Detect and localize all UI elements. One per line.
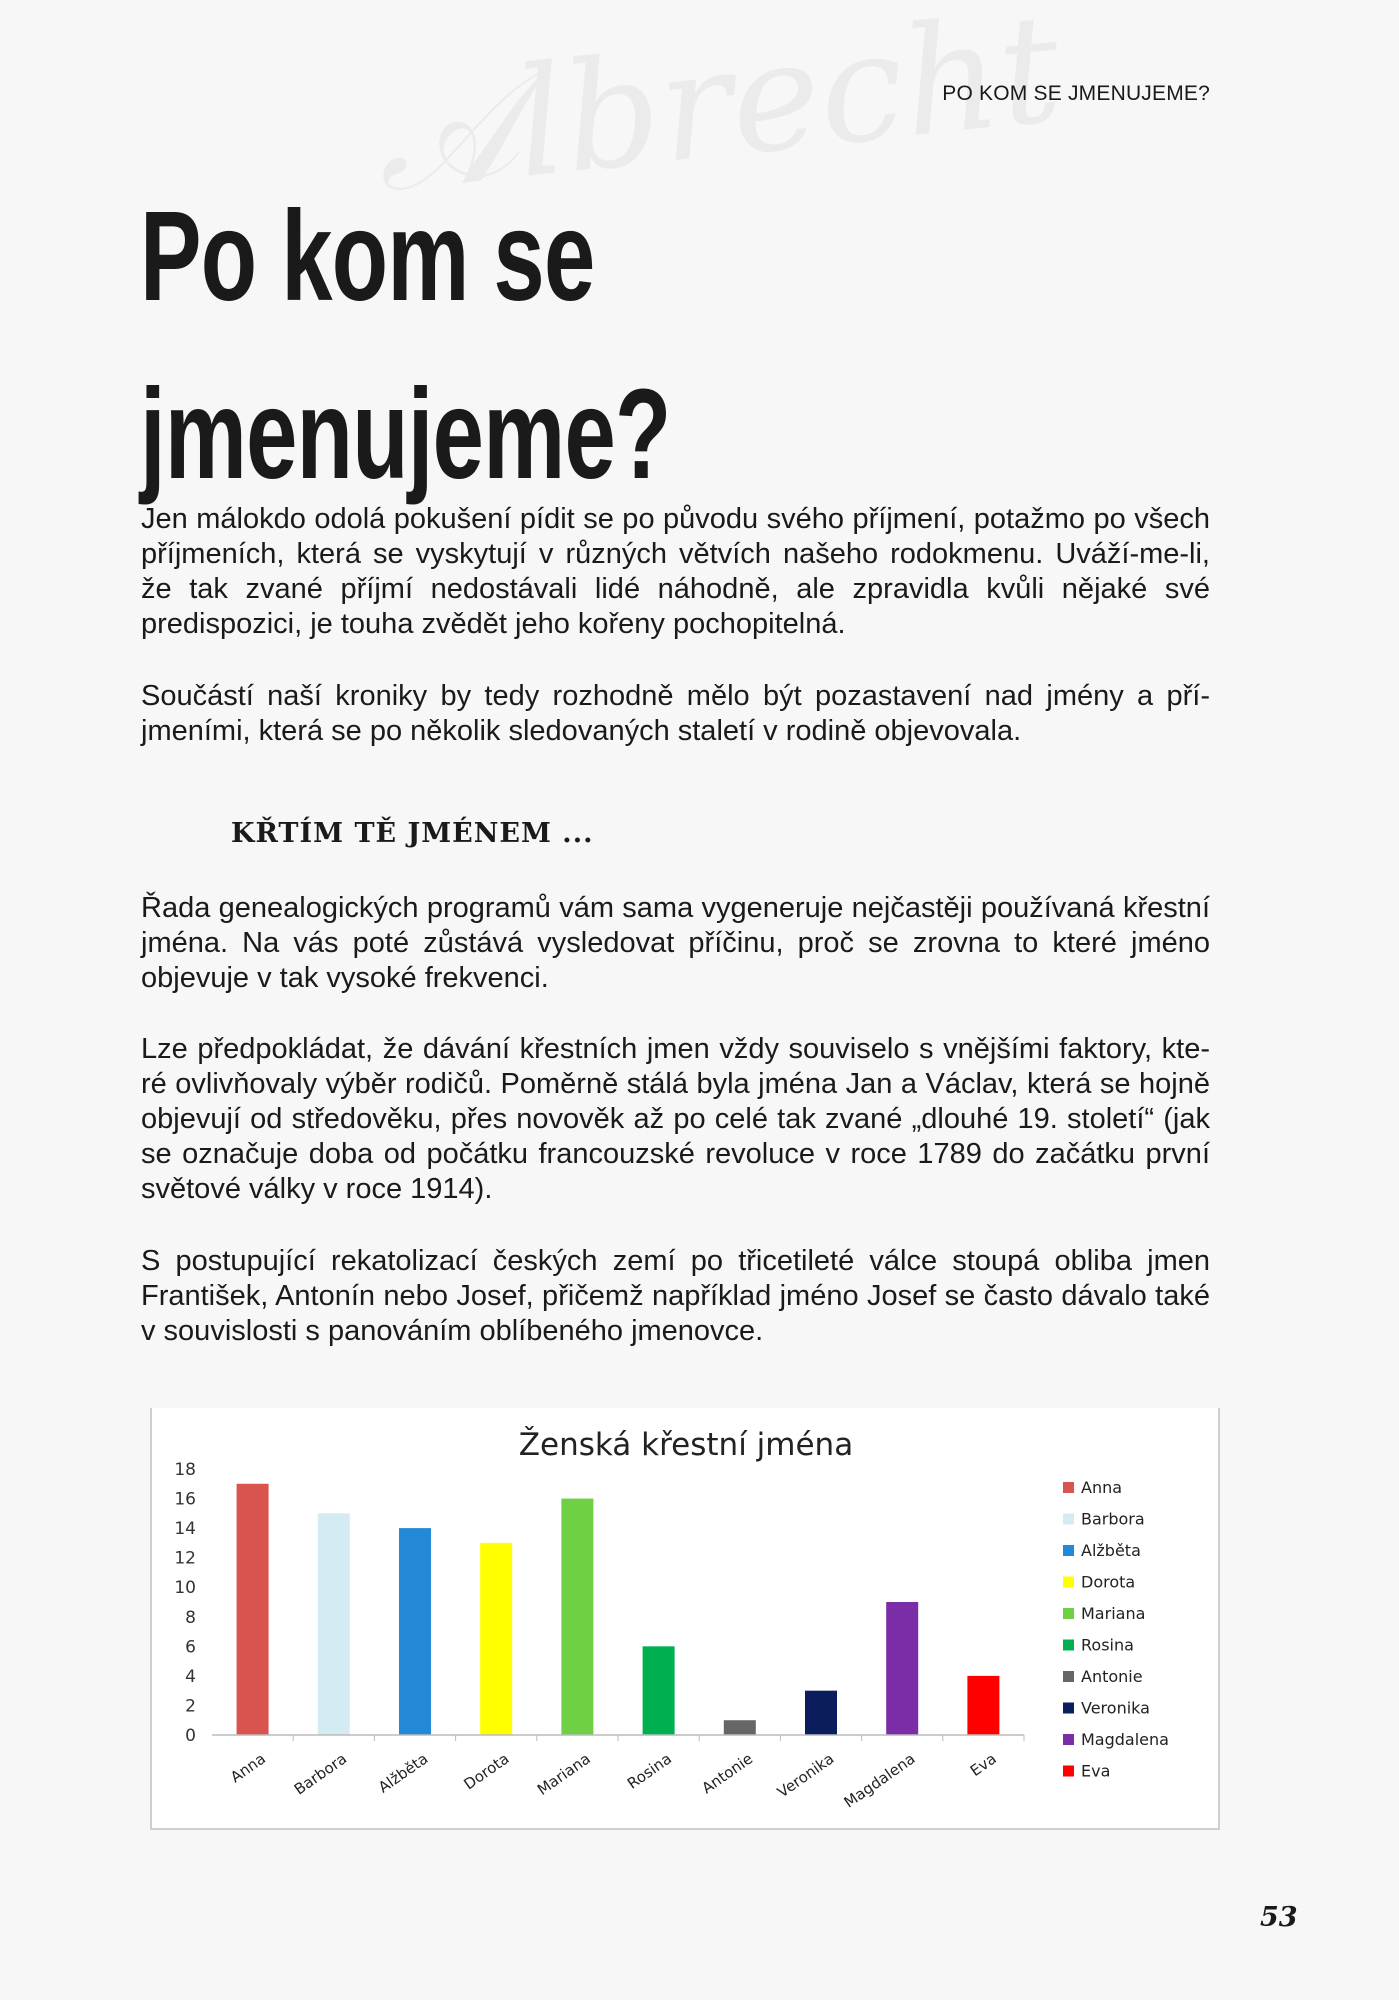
page-title xyxy=(140,168,860,524)
bar-rosina xyxy=(643,1646,675,1735)
chart-title: Ženská křestní jména xyxy=(518,1427,854,1463)
x-tick-label: Rosina xyxy=(623,1749,675,1793)
legend-swatch xyxy=(1063,1640,1074,1651)
bar-veronika xyxy=(805,1691,837,1735)
legend-swatch xyxy=(1063,1482,1074,1493)
legend-swatch xyxy=(1063,1514,1074,1525)
legend-entry: Anna xyxy=(1081,1478,1123,1497)
bar-dorota xyxy=(480,1543,512,1735)
bar-mariana xyxy=(561,1499,593,1735)
intro-paragraph-1: Jen málokdo odolá pokušení pídit se po původu svého příjmení, potažmo po všech příjmeních, která se vyskytují v různých větvích našeho rodokmenu. Uváží-me-li, že tak zvané příjmí nedostávali lidé náhodně, ale zpravidla kvůli nějaké své predispozici, je touha zvědět jeho kořeny pochopitelná. xyxy=(141,503,1210,640)
y-tick-label: 18 xyxy=(174,1460,196,1480)
x-tick-label: Anna xyxy=(227,1749,269,1787)
legend-swatch xyxy=(1063,1734,1074,1745)
x-tick-label: Mariana xyxy=(533,1749,594,1799)
legend-swatch xyxy=(1063,1703,1074,1714)
legend-entry: Alžběta xyxy=(1081,1541,1141,1560)
page-title-line-1: Po kom se xyxy=(140,185,595,328)
x-tick-label: Veronika xyxy=(774,1749,838,1802)
legend-swatch xyxy=(1063,1608,1074,1619)
y-tick-label: 16 xyxy=(174,1489,196,1510)
legend-entry: Veronika xyxy=(1081,1698,1150,1718)
female-names-chart xyxy=(152,1408,1218,1828)
legend-swatch xyxy=(1063,1671,1074,1682)
x-tick-label: Antonie xyxy=(698,1749,757,1798)
y-tick-label: 6 xyxy=(185,1637,196,1658)
running-header: PO KOM SE JMENUJEME? xyxy=(942,82,1210,105)
chart-frame xyxy=(150,1408,1220,1830)
section-paragraph-3: S postupující rekatolizací českých zemí po třicetileté válce stoupá obliba jmen František, Antonín nebo Josef, přičemž například jméno Josef se často dávalo také v souvislosti s panováním oblíbeného jmenovce. xyxy=(141,1245,1210,1347)
section-paragraph-2: Lze předpokládat, že dávání křestních jmen vždy souviselo s vnějšími faktory, kte-ré ovlivňovaly výběr rodičů. Poměrně stálá byla jména Jan a Václav, která se hojně objevují od středověku, přes novověk až po celé tak zvané „dlouhé 19. století“ (jak se označuje doba od počátku francouzské revoluce v roce 1789 do začátku první světové války v roce 1914). xyxy=(141,1033,1210,1205)
legend-entry: Rosina xyxy=(1081,1635,1134,1655)
y-tick-label: 8 xyxy=(185,1607,196,1628)
page-number: 53 xyxy=(1260,1902,1298,1933)
x-tick-label: Barbora xyxy=(290,1749,351,1799)
legend-entry: Magdalena xyxy=(1081,1730,1169,1749)
bar-anna xyxy=(237,1484,269,1735)
bar-alžběta xyxy=(399,1528,431,1735)
y-tick-label: 12 xyxy=(174,1548,196,1569)
x-tick-label: Dorota xyxy=(460,1749,513,1794)
legend-swatch xyxy=(1063,1545,1074,1556)
y-tick-label: 14 xyxy=(174,1519,196,1540)
bar-antonie xyxy=(724,1720,756,1735)
legend-entry: Dorota xyxy=(1081,1572,1136,1592)
section-heading: KŘTÍM TĚ JMÉNEM ... xyxy=(231,818,594,849)
legend-entry: Eva xyxy=(1081,1761,1111,1781)
x-tick-label: Alžběta xyxy=(374,1749,432,1797)
y-tick-label: 4 xyxy=(185,1666,196,1687)
bar-magdalena xyxy=(886,1602,918,1735)
x-tick-label: Eva xyxy=(966,1749,1000,1781)
y-tick-label: 10 xyxy=(174,1578,196,1599)
intro-paragraph-2: Součástí naší kroniky by tedy rozhodně mělo být pozastavení nad jmény a pří-jmeními, která se po několik sledovaných staletí v rodině objevovala. xyxy=(141,680,1210,747)
bar-eva xyxy=(967,1676,999,1735)
legend-entry: Antonie xyxy=(1081,1667,1143,1686)
section-paragraph-1: Řada genealogických programů vám sama vygeneruje nejčastěji používaná křestní jména. Na vás poté zůstává vysledovat příčinu, proč se zrovna to které jméno objevuje v tak vysoké frekvenci. xyxy=(141,892,1210,994)
legend-entry: Barbora xyxy=(1081,1509,1145,1529)
bar-barbora xyxy=(318,1513,350,1735)
y-tick-label: 2 xyxy=(185,1696,196,1717)
x-tick-label: Magdalena xyxy=(840,1749,919,1812)
legend-swatch xyxy=(1063,1577,1074,1588)
y-tick-label: 0 xyxy=(185,1726,196,1746)
legend-swatch xyxy=(1063,1766,1074,1777)
page-title-line-2: jmenujeme? xyxy=(140,363,671,506)
legend-entry: Mariana xyxy=(1081,1604,1146,1623)
